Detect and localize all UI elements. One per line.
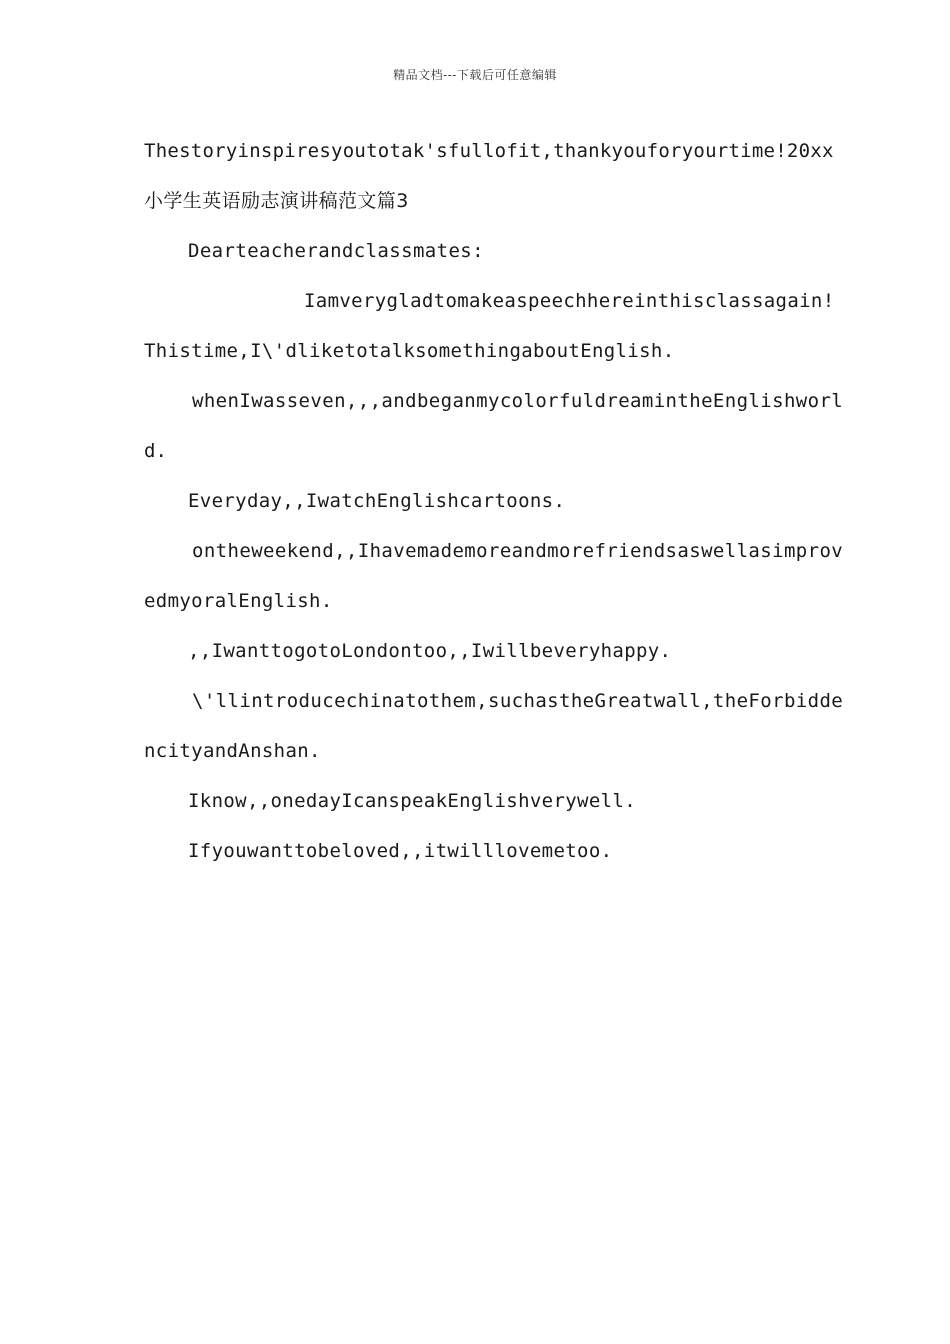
- text-line: Ifyouwanttobeloved,,itwilllovemetoo.: [188, 840, 613, 862]
- text-line: Iamverygladtomakeaspeechhereinthisclassagain!: [304, 290, 835, 312]
- text-line: ncityandAnshan.: [144, 740, 321, 762]
- text-line: ,,IwanttogotoLondontoo,,Iwillbeveryhappy.: [188, 640, 672, 662]
- text-line: \'llintroducechinatothem,suchastheGreatwall,theForbidde: [192, 690, 844, 712]
- page-header: 精品文档---下载后可任意编辑: [393, 68, 557, 82]
- section-heading: 小学生英语励志演讲稿范文篇3: [144, 190, 409, 212]
- text-line: Thestoryinspiresyoutotak'sfullofit,thankyouforyourtime!20xx: [144, 140, 834, 162]
- text-line: d.: [144, 440, 167, 462]
- text-line: Iknow,,onedayIcanspeakEnglishverywell.: [188, 790, 636, 812]
- text-line: Dearteacherandclassmates:: [188, 240, 484, 262]
- text-line: ontheweekend,,Ihavemademoreandmorefriendsaswellasimprov: [192, 540, 844, 562]
- text-line: whenIwasseven,,,andbeganmycolorfuldreamintheEnglishworl: [192, 390, 844, 412]
- text-line: Everyday,,IwatchEnglishcartoons.: [188, 490, 566, 512]
- text-line: Thistime,I\'dliketotalksomethingaboutEnglish.: [144, 340, 675, 362]
- text-line: edmyoralEnglish.: [144, 590, 333, 612]
